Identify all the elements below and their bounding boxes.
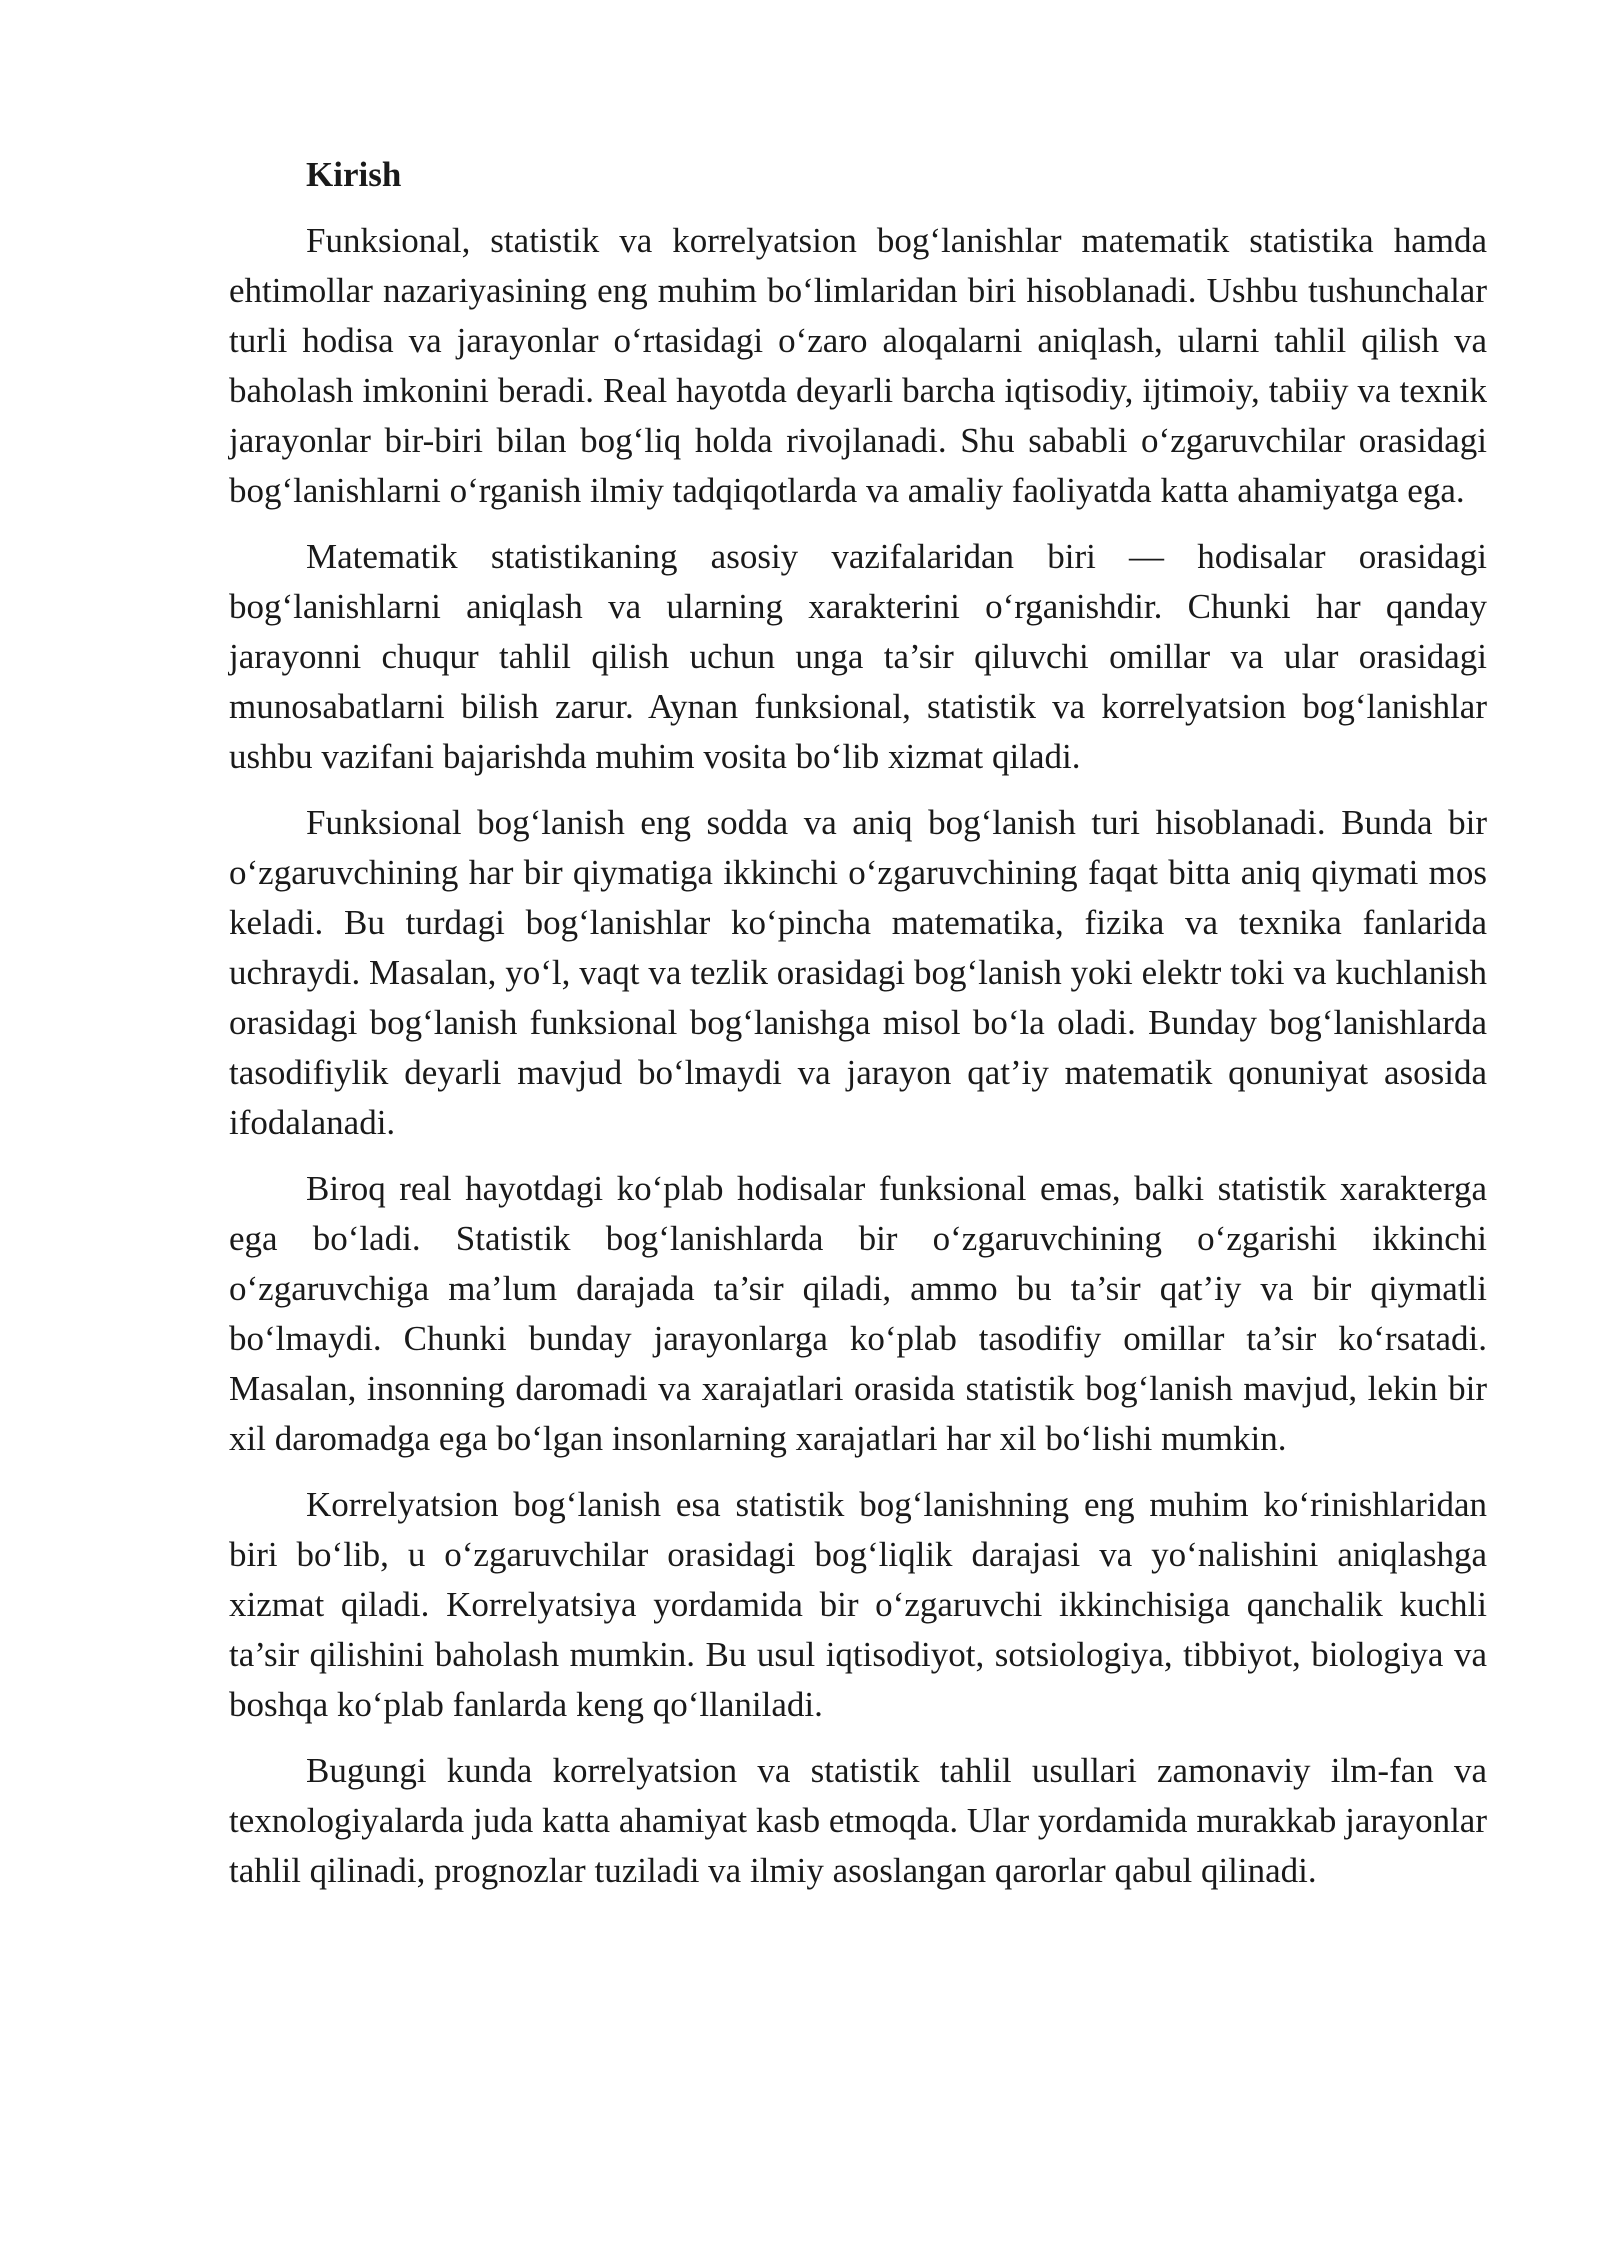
paragraph-2: Matematik statistikaning asosiy vazifalaridan biri — hodisalar orasidagi bog‘lanishlarni aniqlash va ularning xarakterini o‘rganishdir. Chunki har qanday jarayonni chuqur tahlil qilish uchun unga ta’sir qiluvchi omillar va ular orasidagi munosabatlarni bilish zarur. Aynan funksional, statistik va korrelyatsion bog‘lanishlar ushbu vazifani bajarishda muhim vosita bo‘lib xizmat qiladi.	[229, 537, 1487, 776]
paragraph-1: Funksional, statistik va korrelyatsion bog‘lanishlar matematik statistika hamda ehtimollar nazariyasining eng muhim bo‘limlaridan biri hisoblanadi. Ushbu tushunchalar turli hodisa va jarayonlar o‘rtasidagi o‘zaro aloqalarni aniqlash, ularni tahlil qilish va baholash imkonini beradi. Real hayotda deyarli barcha iqtisodiy, ijtimoiy, tabiiy va texnik jarayonlar bir-biri bilan bog‘liq holda rivojlanadi. Shu sababli o‘zgaruvchilar orasidagi bog‘lanishlarni o‘rganish ilmiy tadqiqotlarda va amaliy faoliyatda katta ahamiyatga ega.	[229, 221, 1487, 510]
document-page	[229, 150, 1487, 1912]
paragraph-4: Biroq real hayotdagi ko‘plab hodisalar funksional emas, balki statistik xarakterga ega bo‘ladi. Statistik bog‘lanishlarda bir o‘zgaruvchining o‘zgarishi ikkinchi o‘zgaruvchiga ma’lum darajada ta’sir qiladi, ammo bu ta’sir qat’iy va bir qiymatli bo‘lmaydi. Chunki bunday jarayonlarga ko‘plab tasodifiy omillar ta’sir ko‘rsatadi. Masalan, insonning daromadi va xarajatlari orasida statistik bog‘lanish mavjud, lekin bir xil daromadga ega bo‘lgan insonlarning xarajatlari har xil bo‘lishi mumkin.	[229, 1169, 1487, 1458]
paragraph-3: Funksional bog‘lanish eng sodda va aniq bog‘lanish turi hisoblanadi. Bunda bir o‘zgaruvchining har bir qiymatiga ikkinchi o‘zgaruvchining faqat bitta aniq qiymati mos keladi. Bu turdagi bog‘lanishlar ko‘pincha matematika, fizika va texnika fanlarida uchraydi. Masalan, yo‘l, vaqt va tezlik orasidagi bog‘lanish yoki elektr toki va kuchlanish orasidagi bog‘lanish funksional bog‘lanishga misol bo‘la oladi. Bunday bog‘lanishlarda tasodifiylik deyarli mavjud bo‘lmaydi va jarayon qat’iy matematik qonuniyat asosida ifodalanadi.	[229, 803, 1487, 1142]
paragraph-5: Korrelyatsion bog‘lanish esa statistik bog‘lanishning eng muhim ko‘rinishlaridan biri bo‘lib, u o‘zgaruvchilar orasidagi bog‘liqlik darajasi va yo‘nalishini aniqlashga xizmat qiladi. Korrelyatsiya yordamida bir o‘zgaruvchi ikkinchisiga qanchalik kuchli ta’sir qilishini baholash mumkin. Bu usul iqtisodiyot, sotsiologiya, tibbiyot, biologiya va boshqa ko‘plab fanlarda keng qo‘llaniladi.	[229, 1485, 1487, 1724]
section-heading: Kirish	[306, 155, 402, 194]
paragraph-6: Bugungi kunda korrelyatsion va statistik tahlil usullari zamonaviy ilm-fan va texnologiyalarda juda katta ahamiyat kasb etmoqda. Ular yordamida murakkab jarayonlar tahlil qilinadi, prognozlar tuziladi va ilmiy asoslangan qarorlar qabul qilinadi.	[229, 1751, 1487, 1890]
